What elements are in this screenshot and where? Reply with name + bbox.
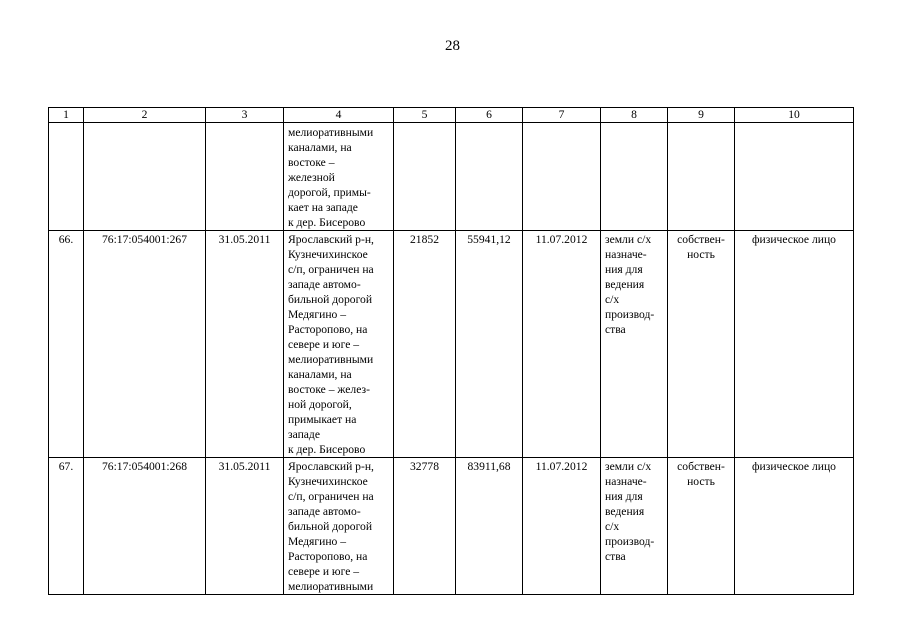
text-line: примыкает на	[288, 413, 357, 426]
text-line: каналами, на	[288, 368, 352, 381]
text-line: Кузнечихинское	[288, 248, 368, 261]
text-line: ведения	[605, 278, 645, 291]
text-line: западе	[288, 428, 320, 441]
land-plots-table	[48, 107, 854, 595]
text-line: ность	[687, 475, 715, 488]
registration-date: 31.05.2011	[206, 231, 284, 458]
text-line: собствен-	[677, 460, 725, 473]
cadastral-value: 83911,68	[456, 458, 523, 595]
text-line: кает на западе	[288, 201, 358, 214]
text-line: ность	[687, 248, 715, 261]
text-line: севере и юге –	[288, 338, 360, 351]
text-line: Медягино –	[288, 308, 347, 321]
text-line: Расторопово, на	[288, 323, 368, 336]
text-line: востоке – желез-	[288, 383, 370, 396]
text-line: производ-	[605, 308, 655, 321]
text-line: собствен-	[677, 233, 725, 246]
row-number: 66.	[49, 231, 84, 458]
right-type	[668, 231, 735, 458]
continuation-row	[49, 123, 854, 231]
text-line: каналами, на	[288, 141, 352, 154]
text-line: ния для	[605, 263, 643, 276]
cadastral-value: 55941,12	[456, 231, 523, 458]
text-line: западе автомо-	[288, 278, 361, 291]
text-line: западе автомо-	[288, 505, 361, 518]
text-line: Медягино –	[288, 535, 347, 548]
column-header: 9	[668, 108, 735, 123]
column-header: 4	[284, 108, 394, 123]
location-cell	[284, 231, 394, 458]
text-line: Кузнечихинское	[288, 475, 368, 488]
land-category	[601, 231, 668, 458]
text-line: ства	[605, 323, 626, 336]
right-holder: физическое лицо	[735, 231, 854, 458]
column-header: 3	[206, 108, 284, 123]
column-header: 10	[735, 108, 854, 123]
text-line: земли с/х	[605, 460, 652, 473]
column-header: 1	[49, 108, 84, 123]
column-header: 6	[456, 108, 523, 123]
right-type	[668, 458, 735, 595]
text-line: с/п, ограничен на	[288, 490, 374, 503]
text-line: Расторопово, на	[288, 550, 368, 563]
column-header: 8	[601, 108, 668, 123]
text-line: востоке –	[288, 156, 335, 169]
text-line: мелиоративными	[288, 580, 374, 593]
location-cell	[284, 123, 394, 231]
text-line: ной дорогой,	[288, 398, 352, 411]
text-line: севере и юге –	[288, 565, 360, 578]
text-line: Ярославский р-н,	[288, 233, 374, 246]
table-row	[49, 458, 854, 595]
text-line: производ-	[605, 535, 655, 548]
cadastral-number: 76:17:054001:268	[84, 458, 206, 595]
text-line: с/х	[605, 293, 620, 306]
text-line: Ярославский р-н,	[288, 460, 374, 473]
text-line: мелиоративными	[288, 353, 374, 366]
header-row	[49, 108, 854, 123]
page-number: 28	[445, 38, 460, 54]
row-number: 67.	[49, 458, 84, 595]
text-line: к дер. Бисерово	[288, 443, 366, 456]
registration-date: 31.05.2011	[206, 458, 284, 595]
column-header: 5	[394, 108, 456, 123]
text-line: ведения	[605, 505, 645, 518]
text-line: к дер. Бисерово	[288, 216, 366, 229]
text-line: назначе-	[605, 248, 647, 261]
rights-date: 11.07.2012	[523, 458, 601, 595]
column-header: 7	[523, 108, 601, 123]
text-line: бильной дорогой	[288, 520, 373, 533]
text-line: железной	[288, 171, 335, 184]
cadastral-number: 76:17:054001:267	[84, 231, 206, 458]
column-header: 2	[84, 108, 206, 123]
text-line: ния для	[605, 490, 643, 503]
text-line: мелиоративными	[288, 126, 374, 139]
right-holder: физическое лицо	[735, 458, 854, 595]
text-line: с/х	[605, 520, 620, 533]
land-category	[601, 458, 668, 595]
table-row	[49, 231, 854, 458]
text-line: ства	[605, 550, 626, 563]
location-cell	[284, 458, 394, 595]
text-line: земли с/х	[605, 233, 652, 246]
area-value: 21852	[394, 231, 456, 458]
text-line: назначе-	[605, 475, 647, 488]
text-line: с/п, ограничен на	[288, 263, 374, 276]
rights-date: 11.07.2012	[523, 231, 601, 458]
text-line: бильной дорогой	[288, 293, 373, 306]
text-line: дорогой, примы-	[288, 186, 371, 199]
area-value: 32778	[394, 458, 456, 595]
